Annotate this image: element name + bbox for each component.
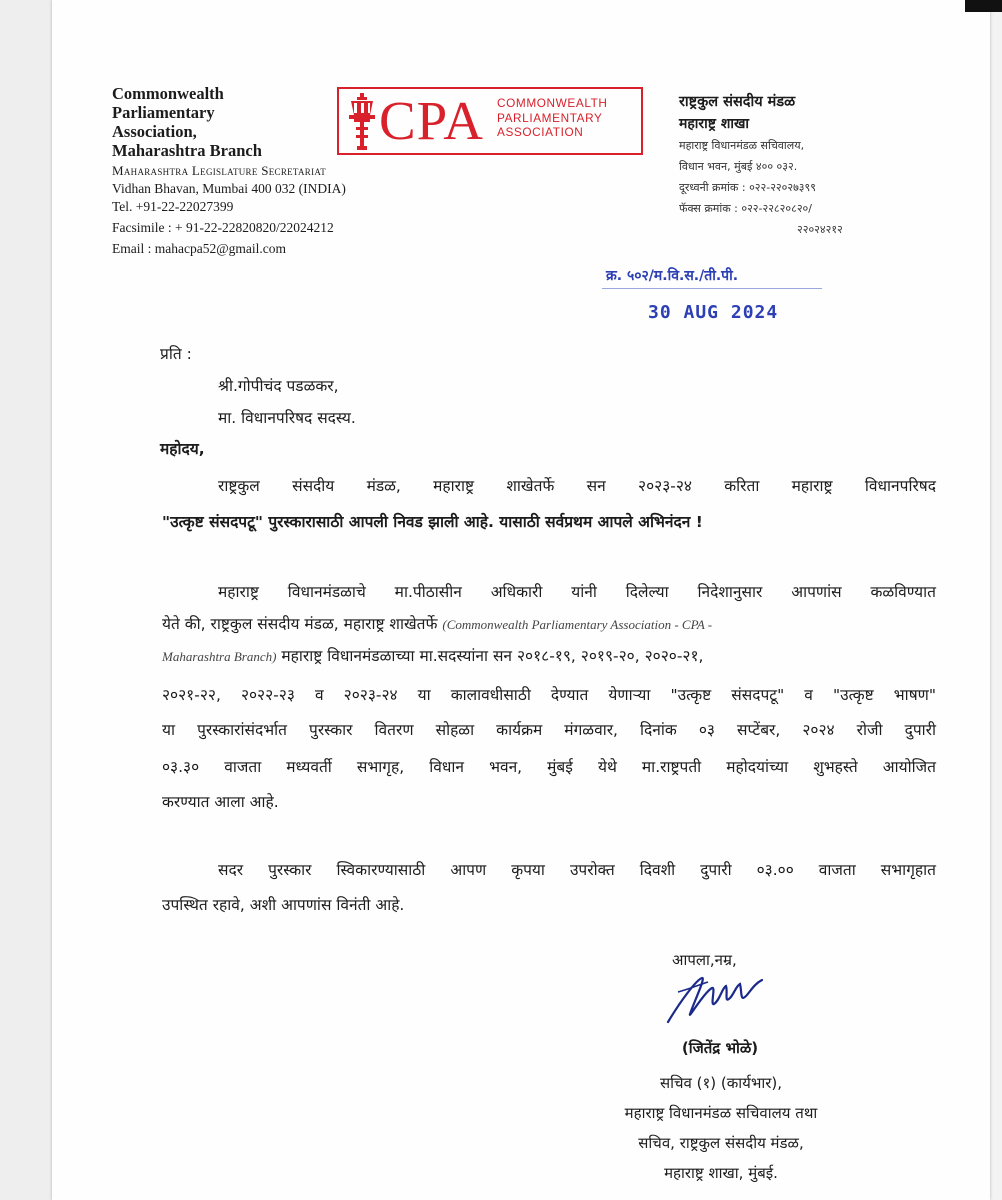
paragraph-2-english-part: (Commonwealth Parliamentary Association - CPA - [442, 617, 713, 632]
mr-address: विधान भवन, मुंबई ४०० ०३२. [679, 160, 798, 173]
designation-line: महाराष्ट्र विधानमंडळ सचिवालय तथा [624, 1104, 818, 1122]
to-label: प्रति : [160, 345, 192, 363]
mr-fax-continued: २२०२४२१२ [797, 223, 843, 236]
paragraph-2-line [162, 644, 703, 666]
paragraph-2-marathi-part: महाराष्ट्र विधानमंडळाच्या मा.सदस्यांना सन २०१८-१९, २०१९-२०, २०२०-२१, [281, 647, 704, 665]
mr-fax: फॅक्स क्रमांक : ०२२-२२८२०८२०/ [679, 202, 812, 215]
date-stamp: 30 AUG 2024 [648, 302, 779, 323]
secretariat-name: Maharashtra Legislature Secretariat [112, 163, 327, 178]
signatory-name: (जितेंद्र भोळे) [681, 1039, 759, 1057]
recipient-title: मा. विधानपरिषद सदस्य. [218, 409, 356, 427]
mr-secretariat: महाराष्ट्र विधानमंडळ सचिवालय, [679, 139, 805, 152]
cpa-logo-line: ASSOCIATION [497, 125, 584, 139]
salutation: महोदय, [160, 440, 205, 458]
paragraph-2-english-part: Maharashtra Branch) [162, 649, 277, 664]
designation-line: सचिव (१) (कार्यभार), [659, 1074, 783, 1092]
signature-image [650, 962, 780, 1034]
paragraph-2-line: ०३.३० वाजता मध्यवर्ती सभागृह, विधान भवन, मुंबई येथे मा.राष्ट्रपती महोदयांच्या शुभहस्ते आयोजित [162, 758, 936, 776]
paragraph-3-line: उपस्थित रहावे, अशी आपणांस विनंती आहे. [162, 896, 405, 914]
org-facsimile: Facsimile : + 91-22-22820820/22024212 [112, 220, 334, 235]
mr-telephone: दूरध्वनी क्रमांक : ०२२-२२०२७३९९ [679, 181, 816, 194]
org-telephone: Tel. +91-22-22027399 [112, 199, 234, 214]
cpa-logo-text: CPA [379, 90, 484, 151]
recipient-name: श्री.गोपीचंद पडळकर, [218, 377, 339, 395]
org-name-line: Commonwealth [112, 84, 224, 103]
org-email: Email : mahacpa52@gmail.com [112, 241, 287, 256]
designation-line: महाराष्ट्र शाखा, मुंबई. [664, 1164, 778, 1182]
closing-text: आपला,नम्र, [672, 951, 737, 969]
reference-number: क्र. ५०२/म.वि.स./ती.पी. [606, 268, 739, 284]
paragraph-2-line: या पुरस्कारांसंदर्भात पुरस्कार वितरण सोहळा कार्यक्रम मंगळवार, दिनांक ०३ सप्टेंबर, २०२४ रोजी दुपारी [162, 721, 936, 739]
mr-branch: महाराष्ट्र शाखा [679, 116, 750, 132]
org-name-line: Parliamentary [112, 103, 215, 122]
designation-line: सचिव, राष्ट्रकुल संसदीय मंडळ, [638, 1134, 804, 1152]
org-name-line: Maharashtra Branch [112, 141, 262, 160]
cpa-logo-line: PARLIAMENTARY [497, 110, 603, 125]
paragraph-1-line: "उत्कृष्ट संसदपटू" पुरस्कारासाठी आपली निवड झाली आहे. यासाठी सर्वप्रथम आपले अभिनंदन ! [162, 513, 703, 531]
paragraph-2-marathi-part: येते की, राष्ट्रकुल संसदीय मंडळ, महाराष्ट्र शाखेतर्फे [162, 615, 438, 633]
paragraph-2-line: महाराष्ट्र विधानमंडळाचे मा.पीठासीन अधिकारी यांनी दिलेल्या निदेशानुसार आपणांस कळविण्यात [218, 583, 936, 601]
mr-org-title: राष्ट्रकुल संसदीय मंडळ [679, 94, 796, 110]
paragraph-1-line: राष्ट्रकुल संसदीय मंडळ, महाराष्ट्र शाखेतर्फे सन २०२३-२४ करिता महाराष्ट्र विधानपरिषद [218, 477, 936, 495]
paragraph-2-line: २०२१-२२, २०२२-२३ व २०२३-२४ या कालावधीसाठी देण्यात येणाऱ्या "उत्कृष्ट संसदपटू" व "उत्कृष्ट भाषण" [162, 686, 936, 704]
org-name-line: Association, [112, 122, 197, 141]
paragraph-2-line: करण्यात आला आहे. [162, 793, 279, 811]
paragraph-3-line: सदर पुरस्कार स्विकारण्यासाठी आपण कृपया उपरोक्त दिवशी दुपारी ०३.०० वाजता सभागृहात [218, 861, 936, 879]
org-address: Vidhan Bhavan, Mumbai 400 032 (INDIA) [112, 181, 346, 196]
cpa-logo-line: COMMONWEALTH [497, 96, 608, 110]
signatory-designation [566, 1068, 876, 1188]
paragraph-2-line [162, 612, 712, 634]
